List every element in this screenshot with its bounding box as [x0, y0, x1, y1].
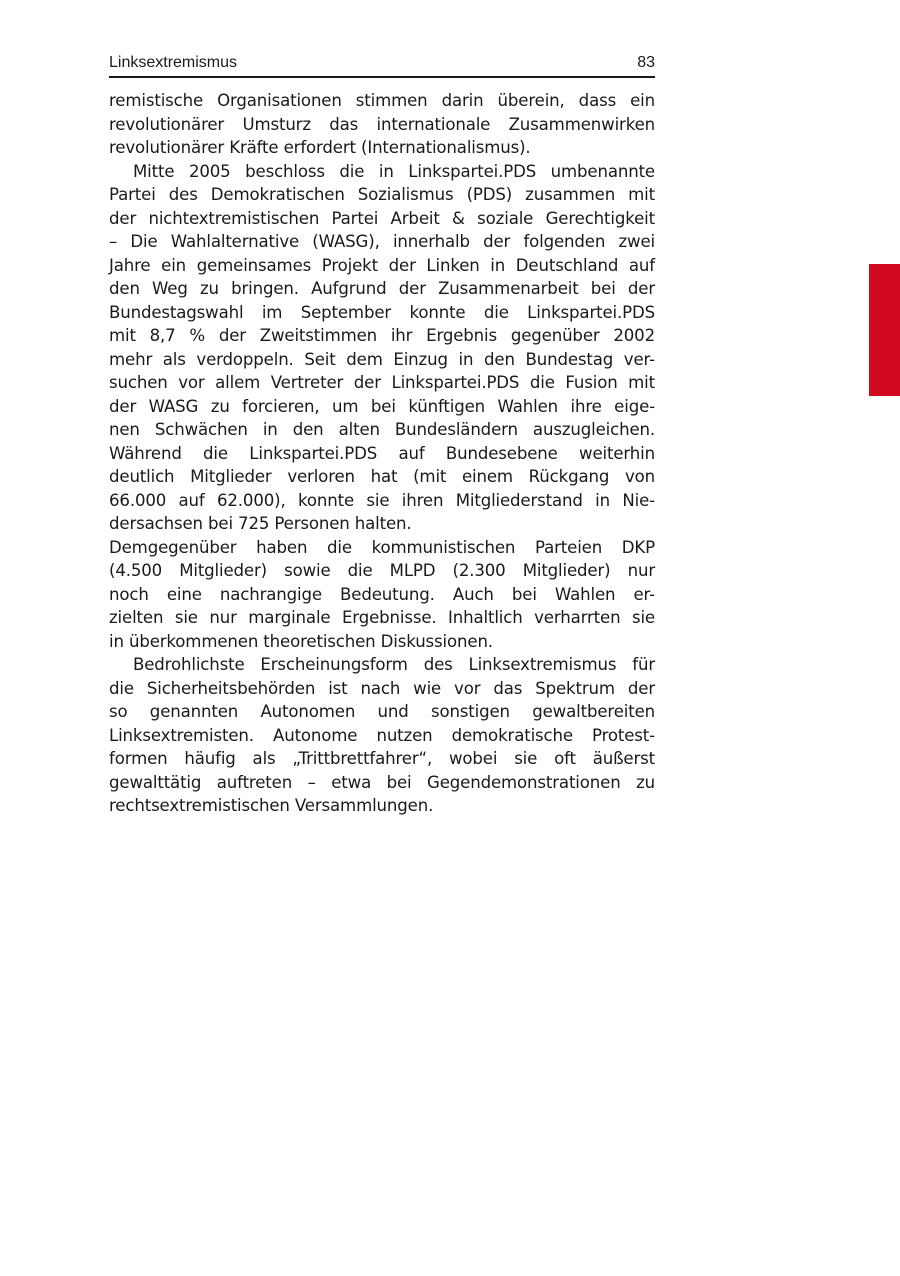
text-line: Linksextremisten. Autonome nutzen demokratische Protest- [109, 725, 655, 745]
text-line: in überkommenen theoretischen Diskussionen. [109, 631, 493, 651]
text-line: deutlich Mitglieder verloren hat (mit einem Rückgang von [109, 467, 655, 486]
text-line: (4.500 Mitglieder) sowie die MLPD (2.300 Mitglieder) nur [109, 561, 655, 580]
paragraph [109, 160, 655, 536]
text-line: die Sicherheitsbehörden ist nach wie vor das Spektrum der [109, 678, 655, 698]
body-text [109, 89, 655, 818]
text-line: zielten sie nur marginale Ergebnisse. Inhaltlich verharrten sie [109, 608, 655, 627]
text-line: nen Schwächen in den alten Bundesländern auszugleichen. [109, 420, 655, 439]
paragraph [109, 536, 655, 654]
text-line: suchen vor allem Vertreter der Linkspartei.PDS die Fusion mit [109, 373, 655, 392]
chapter-thumb-tab [869, 264, 900, 396]
text-line: – Die Wahlalternative (WASG), innerhalb der folgenden zwei [109, 232, 655, 251]
text-line: mit 8,7 % der Zweitstimmen ihr Ergebnis gegenüber 2002 [109, 326, 655, 345]
text-line: der nichtextremistischen Partei Arbeit & soziale Gerechtigkeit [109, 208, 655, 228]
text-line: der WASG zu forcieren, um bei künftigen Wahlen ihre eige- [109, 396, 655, 416]
text-line: so genannten Autonomen und sonstigen gewaltbereiten [109, 702, 655, 721]
text-line: Bundestagswahl im September konnte die Linkspartei.PDS [109, 302, 655, 322]
text-line: rechtsextremistischen Versammlungen. [109, 796, 434, 815]
text-line: Während die Linkspartei.PDS auf Bundesebene weiterhin [109, 443, 655, 463]
text-line: revolutionärer Umsturz das internationale Zusammenwirken [109, 114, 655, 134]
section-title: Linksextremismus [109, 54, 238, 71]
text-line: gewalttätig auftreten – etwa bei Gegendemonstrationen zu [109, 772, 655, 792]
text-line: Demgegenüber haben die kommunistischen Parteien DKP [109, 537, 655, 557]
text-line: 66.000 auf 62.000), konnte sie ihren Mitgliederstand in Nie- [109, 490, 655, 510]
text-line: Mitte 2005 beschloss die in Linkspartei.PDS umbenannte [133, 161, 655, 181]
text-line: Partei des Demokratischen Sozialismus (PDS) zusammen mit [109, 185, 655, 204]
text-line: noch eine nachrangige Bedeutung. Auch bei Wahlen er- [109, 584, 655, 604]
page-number: 83 [637, 54, 655, 71]
paragraph [109, 653, 655, 818]
paragraph [109, 89, 655, 160]
text-line: formen häufig als „Trittbrettfahrer“, wobei sie oft äußerst [109, 749, 655, 768]
text-line: revolutionärer Kräfte erfordert (Internationalismus). [109, 138, 531, 157]
text-line: remistische Organisationen stimmen darin überein, dass ein [109, 91, 655, 110]
running-header [109, 52, 655, 78]
text-line: Jahre ein gemeinsames Projekt der Linken in Deutschland auf [109, 255, 655, 275]
text-line: den Weg zu bringen. Aufgrund der Zusammenarbeit bei der [109, 279, 655, 298]
text-line: mehr als verdoppeln. Seit dem Einzug in den Bundestag ver- [109, 349, 655, 369]
text-line: dersachsen bei 725 Personen halten. [109, 514, 412, 533]
text-line: Bedrohlichste Erscheinungsform des Linksextremismus für [133, 655, 655, 674]
